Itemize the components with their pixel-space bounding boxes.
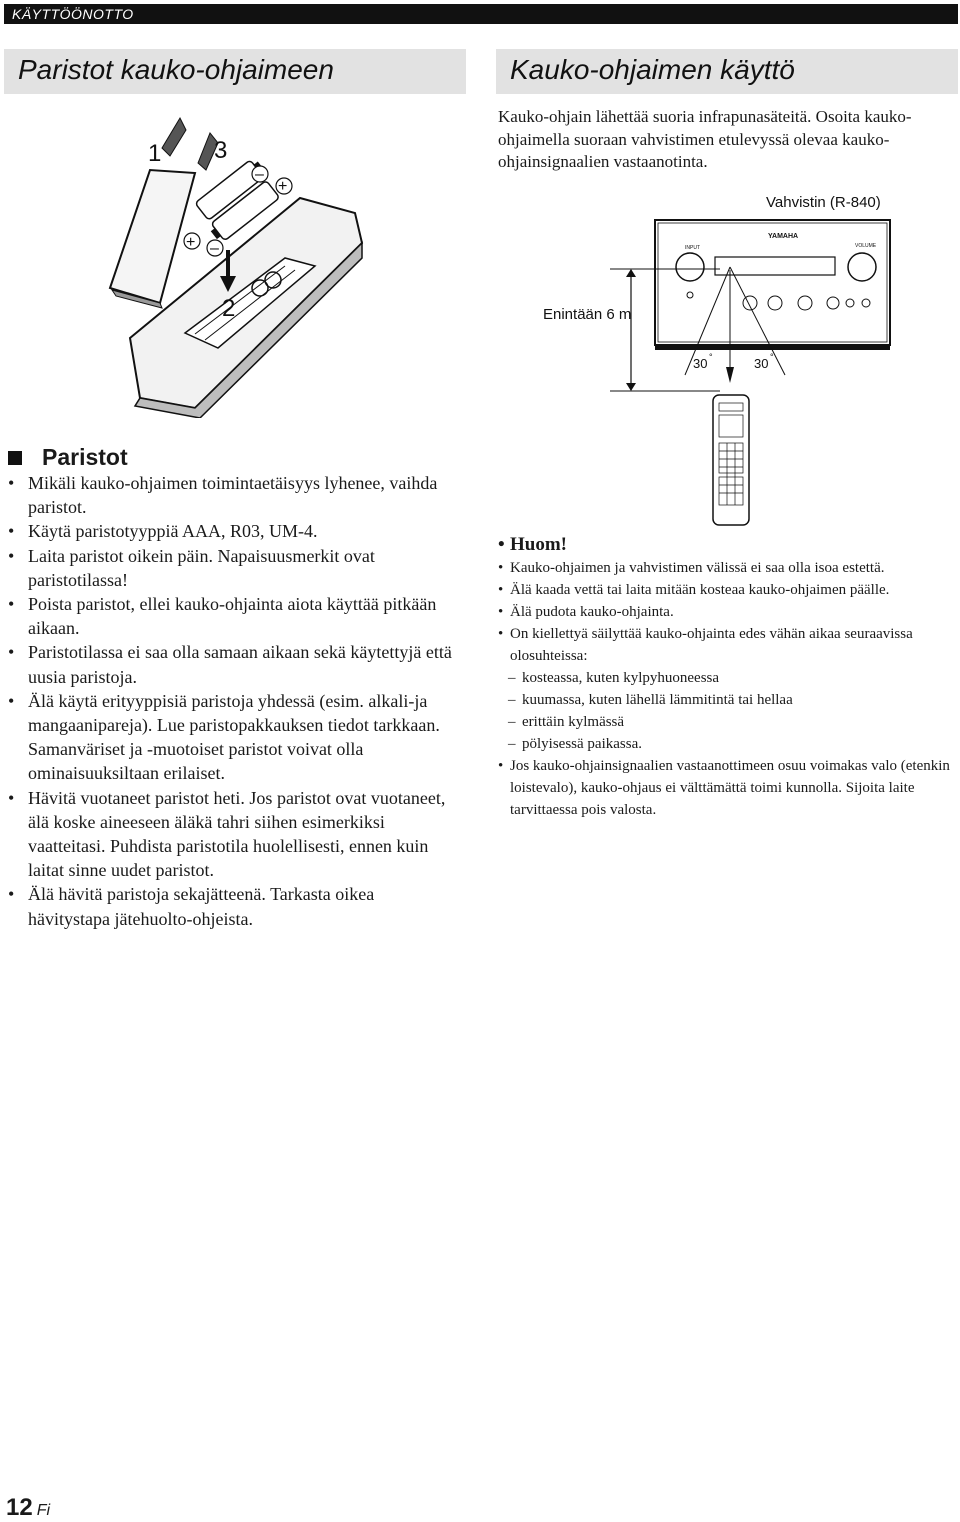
- list-item-text: Paristotilassa ei saa olla samaan aikaan sekä käytettyjä että uusia paristoja.: [28, 642, 452, 687]
- list-item-text: Laita paristot oikein päin. Napaisuusmerkit ovat paristotilassa!: [28, 545, 375, 590]
- list-item: [498, 557, 958, 579]
- list-item: [498, 623, 958, 667]
- minus-sign-2: –: [255, 166, 264, 183]
- list-item: [8, 471, 458, 519]
- step-3-label: 3: [214, 137, 228, 164]
- left-section-heading: [4, 49, 466, 94]
- sub-list-item: [498, 733, 958, 755]
- language-code: Fi: [36, 1502, 51, 1519]
- battery-instructions-list: [8, 471, 458, 931]
- list-item-text: Mikäli kauko-ohjaimen toimintaetäisyys lyhenee, vaihda paristot.: [28, 473, 438, 518]
- volume-knob: [848, 253, 876, 281]
- intro-paragraph: Kauko-ohjain lähettää suoria infrapunasäteitä. Osoita kauko-ohjaimella suoraan vahvistimen etulevyssä olevaa kauko-ohjainsignaalien vastaanotinta.: [498, 107, 912, 171]
- list-item: [498, 579, 958, 601]
- list-item: [8, 592, 458, 640]
- bullet-marker: •: [498, 604, 504, 620]
- angle-right-label: 30: [754, 356, 769, 371]
- brand-logo: YAMAHA: [768, 233, 799, 240]
- list-item-text: kuumassa, kuten lähellä lämmitintä tai hellaa: [522, 692, 793, 708]
- angle-right-degree: °: [770, 352, 774, 362]
- remote-control: [713, 395, 749, 525]
- bullet-marker: •: [498, 758, 504, 774]
- dash-marker: –: [508, 736, 516, 752]
- list-item: [8, 519, 458, 543]
- bullet-marker: •: [8, 545, 15, 566]
- list-item-text: pölyisessä paikassa.: [522, 736, 642, 752]
- list-item-text: Hävitä vuotaneet paristot heti. Jos paristot ovat vuotaneet, älä koske aineeseen äläkä tahri siihen esimerkiksi vaatteitasi. Puhdista paristotila huolellisesti, ennen kuin laitat sinne uudet paristot.: [28, 787, 446, 881]
- bullet-marker: •: [498, 534, 505, 555]
- bullet-marker: •: [8, 690, 15, 711]
- list-item-text: Älä kaada vettä tai laita mitään kosteaa kauko-ohjaimen päälle.: [510, 582, 890, 598]
- list-item-text: Älä käytä erityyppisiä paristoja yhdessä (esim. alkali-ja mangaanipareja). Lue paristopakkauksen tiedot tarkkaan. Samanväriset ja -muotoiset paristot voivat olla ominaisuuksiltaan erilaiset.: [28, 690, 440, 784]
- amplifier-label: Vahvistin (R-840): [766, 194, 881, 211]
- notes-section: [498, 533, 958, 821]
- input-knob: [676, 253, 704, 281]
- page-number-value: 12: [6, 1494, 33, 1521]
- list-item-text: Älä pudota kauko-ohjainta.: [510, 604, 674, 620]
- input-knob-label: INPUT: [685, 245, 700, 251]
- bullet-marker: •: [8, 473, 15, 493]
- list-item-text: kosteassa, kuten kylpyhuoneessa: [522, 670, 720, 686]
- dash-marker: –: [508, 670, 516, 686]
- dash-marker: –: [508, 692, 516, 708]
- right-heading-text: Kauko-ohjaimen käyttö: [510, 54, 795, 85]
- heading-square-marker: [8, 451, 22, 465]
- list-item: [8, 640, 458, 688]
- sub-list-item: [498, 689, 958, 711]
- list-item: [8, 882, 458, 930]
- section-bar: [4, 4, 958, 24]
- step-1-label: 1: [148, 140, 162, 167]
- angle-left-label: 30: [693, 356, 708, 371]
- bullet-marker: •: [8, 594, 15, 615]
- bullet-marker: •: [8, 884, 15, 905]
- notes-heading: [498, 533, 958, 557]
- sub-list-item: [498, 667, 958, 689]
- list-item: [8, 786, 458, 883]
- list-item-text: Kauko-ohjaimen ja vahvistimen välissä ei saa olla isoa estettä.: [510, 560, 885, 576]
- dash-marker: –: [508, 714, 516, 730]
- left-heading-text: Paristot kauko-ohjaimeen: [18, 54, 334, 85]
- notes-title: Huom!: [510, 534, 567, 555]
- angle-left-degree: °: [709, 352, 713, 362]
- list-item: [8, 544, 458, 592]
- volume-knob-label: VOLUME: [855, 243, 877, 249]
- list-item: [498, 755, 958, 821]
- right-section-heading: [496, 49, 958, 94]
- plus-sign-1: +: [186, 234, 196, 251]
- list-item-text: Jos kauko-ohjainsignaalien vastaanottimeen osuu voimakas valo (etenkin loistevalo), kauko-ohjaus ei välttämättä toimi kunnolla. Sijoita laite tarvittaessa pois valosta.: [510, 758, 950, 818]
- step-2-label: 2: [222, 295, 236, 322]
- bullet-marker: •: [498, 626, 504, 642]
- bullet-marker: •: [8, 521, 15, 542]
- list-item-text: Käytä paristotyyppiä AAA, R03, UM-4.: [28, 521, 318, 542]
- list-item-text: Älä hävitä paristoja sekajätteenä. Tarkasta oikea hävitystapa jätehuolto-ohjeista.: [28, 884, 375, 929]
- bullet-marker: •: [8, 787, 15, 808]
- battery-insertion-illustration: [100, 108, 470, 418]
- minus-sign-1: –: [210, 240, 219, 257]
- list-item-text: On kiellettyä säilyttää kauko-ohjainta edes vähän aikaa seuraavissa olosuhteissa:: [510, 626, 913, 664]
- bullet-marker: •: [8, 642, 15, 663]
- batteries-title: Paristot: [42, 444, 128, 470]
- list-item-text: erittäin kylmässä: [522, 714, 625, 730]
- distance-label: Enintään 6 m: [543, 306, 632, 323]
- bullet-marker: •: [498, 582, 504, 598]
- list-item-text: Poista paristot, ellei kauko-ohjainta aiota käyttää pitkään aikaan.: [28, 594, 437, 639]
- list-item: [8, 689, 458, 786]
- plus-sign-2: +: [278, 178, 288, 195]
- amplifier-remote-illustration: [530, 185, 950, 530]
- section-label: KÄYTTÖÖNOTTO: [12, 6, 134, 22]
- list-item: [498, 601, 958, 623]
- notes-list: [498, 557, 958, 821]
- sub-list-item: [498, 711, 958, 733]
- bullet-marker: •: [498, 560, 504, 576]
